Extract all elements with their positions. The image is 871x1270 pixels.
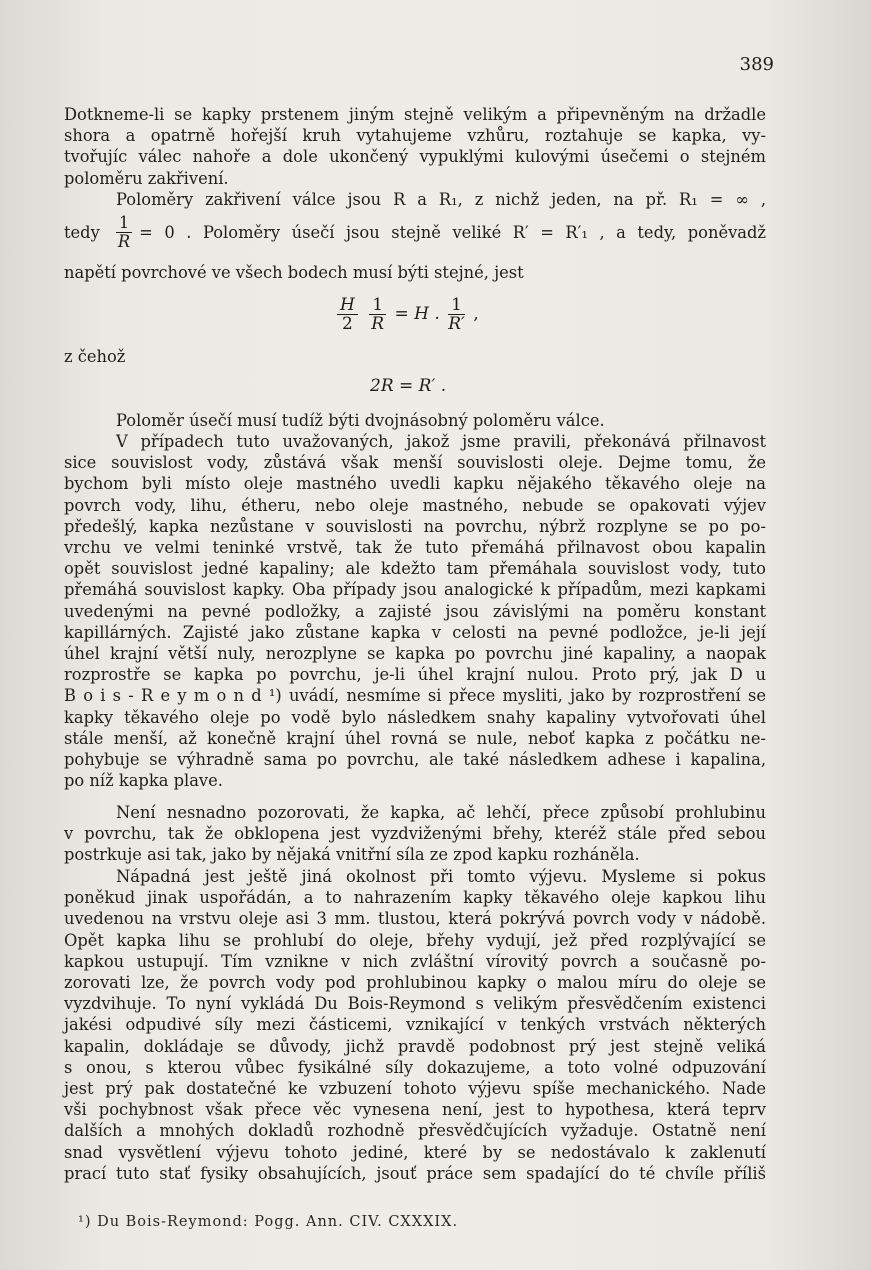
text-line: kapillárných. Zajisté jako zůstane kapka v celosti na pevné podložce, je-li její xyxy=(64,622,766,642)
fraction-numerator: 1 xyxy=(369,296,386,315)
text-z-cehoz: z čehož xyxy=(64,347,126,366)
text-line: jest prý pak dostatečné ke vzbuzení tohoto výjevu spíše mechanického. Nade xyxy=(64,1079,766,1099)
fraction-denominator: 2 xyxy=(342,314,353,334)
text-line: uvedenými na pevné podložky, a zajisté jsou závislými na poměru konstant xyxy=(64,601,766,621)
paragraph-4 xyxy=(64,802,766,866)
text-line: snad vysvětlení výjevu tohoto jediné, které by se nedostávalo k zaklenutí xyxy=(64,1142,766,1162)
fraction-denominator: R′ xyxy=(448,314,465,334)
text-line: kapalin, dokládaje se důvody, jichž pravdě podobnost prý jest stejně veliká xyxy=(64,1036,766,1056)
text-line: uvedenou na vrstvu oleje asi 3 mm. tlustou, která pokrývá povrch vody v nádobě. xyxy=(64,909,766,929)
text-line: pohybuje se výhradně sama po povrchu, ale také následkem adhese i kapalina, xyxy=(64,750,766,770)
paragraph-2 xyxy=(64,410,766,431)
text-line: Není nesnadno pozorovati, že kapka, ač lehčí, přece způsobí prohlubinu xyxy=(116,803,766,822)
text-line: povrch vody, lihu, étheru, nebo oleje mastného, nebude se opakovati výjev xyxy=(64,495,766,515)
paragraph-5 xyxy=(64,866,766,1184)
text-line: poloměru zakřivení. xyxy=(64,168,229,188)
equation-1 xyxy=(334,296,479,333)
paragraph-3 xyxy=(64,431,766,791)
text-line: přemáhá souvislost kapky. Oba případy jsou analogické k případům, mezi kapkami xyxy=(64,580,766,600)
text-line: sice souvislost vody, zůstává však menší souvislosti oleje. Dejme tomu, že xyxy=(64,453,766,473)
text-line: stále menší, až konečně krajní úhel rovná se nule, neboť kapka z počátku ne- xyxy=(64,728,766,748)
fraction-h-over-2 xyxy=(337,296,358,333)
equation-comma: , xyxy=(473,304,479,324)
text-line: Poloměry zakřivení válce jsou R a R₁, z nichž jeden, na př. R₁ = ∞ , xyxy=(116,189,766,209)
text-line: prací tuto stať fysiky obsahujících, jsouť práce sem spadající do té chvíle příliš xyxy=(64,1163,766,1183)
text-line: kapkou ustupují. Tím vznikne v nich zvláštní vírovitý povrch a současně po- xyxy=(64,951,766,971)
text-line: Poloměr úsečí musí tudíž býti dvojnásobný poloměru válce. xyxy=(116,411,605,430)
text-line: tvořujíc válec nahoře a dole ukončený vypuklými kulovými úsečemi o stejném xyxy=(64,147,766,167)
text-line: napětí povrchové ve všech bodech musí býti stejné, jest xyxy=(64,263,524,282)
z-cehoz xyxy=(64,346,264,367)
fraction-numerator: 1 xyxy=(116,214,132,233)
paragraph-1 xyxy=(64,104,766,210)
text-line: B o i s - R e y m o n d ¹) uvádí, nesmíme si přece mysliti, jako by rozprostření se xyxy=(64,686,766,706)
text-line: Opět kapka lihu se prohlubí do oleje, břehy vydují, jež před rozplývající se xyxy=(64,930,766,950)
fraction-one-over-r xyxy=(116,214,132,251)
fraction-line xyxy=(64,214,766,251)
fraction-numerator: 1 xyxy=(448,296,465,315)
text-line: v povrchu, tak že obklopena jest vyzdviženými břehy, kteréž stále před sebou xyxy=(64,824,766,844)
fraction-denominator: R xyxy=(117,232,131,251)
text-line: úhel krajní větší nuly, nerozplyne se kapka po povrchu jiné kapaliny, a naopak xyxy=(64,644,766,664)
text-line: zorovati lze, že povrch vody pod prohlubinou kapky o malou míru do oleje se xyxy=(64,973,766,993)
text-line: Dotkneme-li se kapky prstenem jiným stejně velikým a připevněným na držadle xyxy=(64,105,766,124)
text-line: vyzdvihuje. To nyní vykládá Du Bois-Reymond s velikým přesvědčením existenci xyxy=(64,994,766,1014)
equation-middle: = H . xyxy=(394,304,440,324)
text-line: shora a opatrně hořejší kruh vytahujeme vzhůru, roztahuje se kapka, vy- xyxy=(64,126,766,146)
text-line: kapky těkavého oleje po vodě bylo následkem snahy kapaliny vytvořovati úhel xyxy=(64,707,766,727)
text-line: Nápadná jest ještě jiná okolnost při tomto výjevu. Mysleme si pokus xyxy=(116,867,766,886)
fraction-numerator: H xyxy=(337,296,358,315)
fraction-one-over-r-prime xyxy=(448,296,465,333)
paragraph-1-end xyxy=(64,262,766,283)
text-line: jakési odpudivé síly mezi částicemi, vznikající v tenkých vrstvách některých xyxy=(64,1015,766,1035)
text-line: opět souvislost jedné kapaliny; ale kdežto tam přemáhala souvislost vody, tuto xyxy=(64,559,766,579)
text-line: rozprostře se kapka po povrchu, je-li úhel krajní nulou. Proto prý, jak D u xyxy=(64,665,766,685)
text-line: V případech tuto uvažovaných, jakož jsme pravili, překonává přilnavost xyxy=(116,432,766,451)
text-line: vši pochybnost však přece věc vynesena není, jest to hypothesa, která teprv xyxy=(64,1100,766,1120)
fraction-denominator: R xyxy=(371,314,385,334)
text-line: postrkuje asi tak, jako by nějaká vnitřní síla ze zpod kapku rozháněla. xyxy=(64,845,640,865)
text-line: po níž kapka plave. xyxy=(64,771,223,791)
text-tedy: tedy xyxy=(64,222,100,242)
page-number: 389 xyxy=(739,54,774,75)
text-line: bychom byli místo oleje mastného uvedli kapku nějakého těkavého oleje na xyxy=(64,474,766,494)
text-line: předešlý, kapka nezůstane v souvislosti na povrchu, nýbrž rozplyne se po po- xyxy=(64,516,766,536)
fraction-one-over-r xyxy=(369,296,386,333)
text-line: = 0 . Poloměry úsečí jsou stejně veliké R′ = R′₁ , a tedy, poněvadž xyxy=(139,222,766,242)
footnote: ¹) Du Bois-Reymond: Pogg. Ann. CIV. CXXXIX. xyxy=(78,1214,459,1230)
text-line: s onou, s kterou vůbec fysikálné síly dokazujeme, a toto volné odpuzování xyxy=(64,1057,766,1077)
text-line: vrchu ve velmi teninké vrstvě, tak že tuto přemáhá přilnavost obou kapalin xyxy=(64,538,766,558)
text-line: poněkud jinak uspořádán, a to nahrazením kapky těkavého oleje kapkou lihu xyxy=(64,888,766,908)
text-line: dalších a mnohých dokladů rozhodně přesvědčujících vyžaduje. Ostatně není xyxy=(64,1121,766,1141)
equation-2: 2R = R′ . xyxy=(370,376,447,396)
